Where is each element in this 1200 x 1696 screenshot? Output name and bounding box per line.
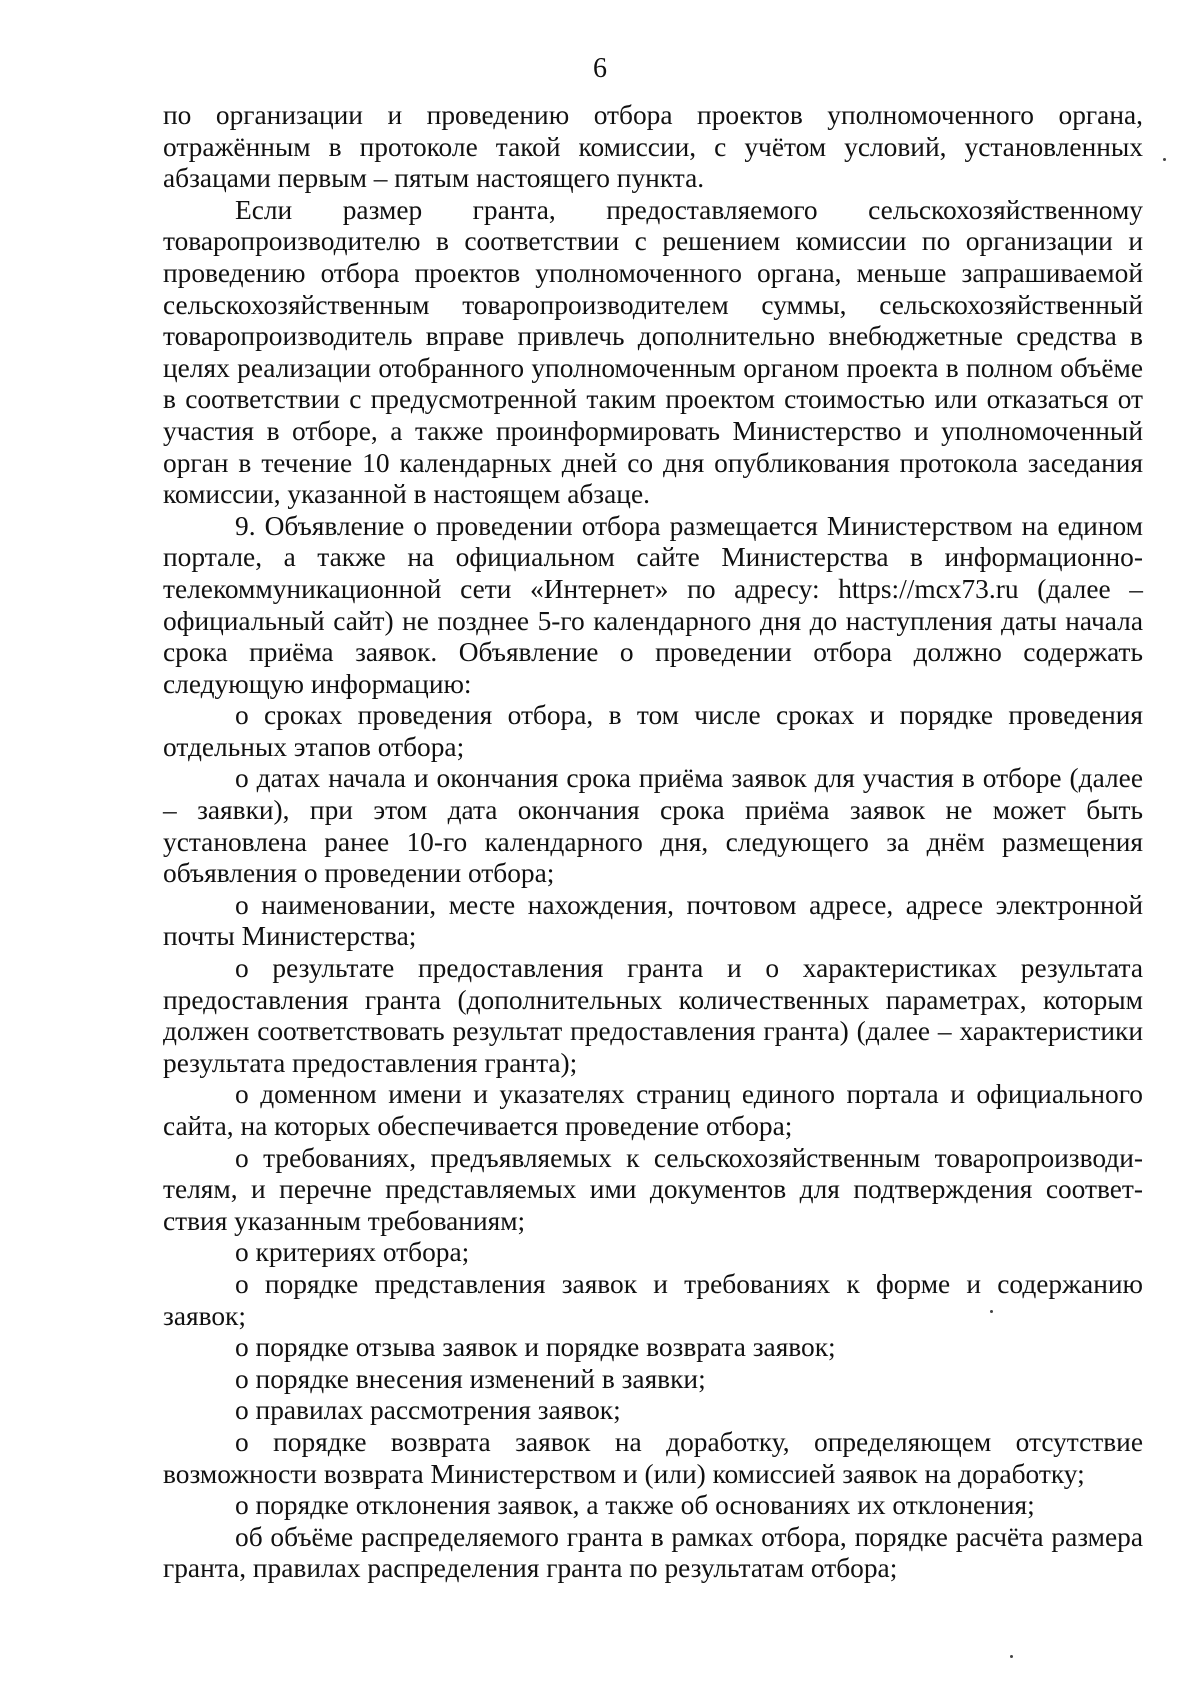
paragraph-continuation: по организации и проведению отбора проектов уполномоченного органа, отражённым в протоколе такой комиссии, с учётом условий, установленных абзацами первым – пятым настоящего пункта. (163, 100, 1143, 194)
list-item-grant-volume: об объёме распределяемого гранта в рамках отбора, порядке расчёта размера гранта, правилах распределения гранта по результатам отбора; (163, 1521, 1143, 1584)
scan-speck (990, 1310, 993, 1313)
document-body (163, 100, 1143, 1585)
list-item-terms: о сроках проведения отбора, в том числе сроках и порядке проведения отдельных этапов отбора; (163, 700, 1143, 762)
list-item-grant-result: о результате предоставления гранта и о характеристиках результата предоставления гранта (дополнительных количественных параметрах, которым должен соответствовать результат предоставления гранта) (далее – характеристики результата предоставления гранта); (163, 953, 1143, 1078)
scan-speck (1010, 1655, 1013, 1658)
list-item-requirements: о требованиях, предъявляемых к сельскохозяйственным товаропроизводи-телям, и перечне представляемых ими документов для подтверждения соответ-ствия указанным требованиям; (163, 1142, 1143, 1236)
list-item-withdrawal: о порядке отзыва заявок и порядке возврата заявок; (235, 1332, 836, 1363)
paragraph-item-9: 9. Объявление о проведении отбора размещается Министерством на едином портале, а также на официальном сайте Министерства в информационно-телекоммуникационной сети «Интернет» по адресу: https://mcx73.ru (далее – официальный сайт) не позднее 5-го календарного дня до наступления даты начала срока приёма заявок. Объявление о проведении отбора должно содержать следующую информацию: (163, 510, 1143, 699)
list-item-ministry-address: о наименовании, месте нахождения, почтовом адресе, адресе электронной почты Министерства; (163, 889, 1143, 952)
paragraph-grant-size: Если размер гранта, предоставляемого сельскохозяйственному товаропроизводителю в соответствии с решением комиссии по организации и проведению отбора проектов уполномоченного органа, меньше запрашиваемой сельскохозяйственным товаропроизводителем суммы, сельскохозяйственный товаропроизводитель вправе привлечь дополнительно внебюджетные средства в целях реализации отобранного уполномоченным органом проекта в полном объёме в соответствии с предусмотренной таким проектом стоимостью или отказаться от участия в отборе, а также проинформировать Министерство и уполномоченный орган в течение 10 календарных дней со дня опубликования протокола заседания комиссии, указанной в настоящем абзаце. (163, 194, 1143, 510)
list-item-changes: о порядке внесения изменений в заявки; (235, 1363, 706, 1394)
scan-speck (1163, 158, 1166, 161)
list-item-submission: о порядке представления заявок и требованиях к форме и содержанию заявок; (163, 1268, 1143, 1331)
list-item-domain-name: о доменном имени и указателях страниц единого портала и официального сайта, на которых обеспечивается проведение отбора; (163, 1079, 1143, 1141)
list-item-criteria: о критериях отбора; (235, 1237, 470, 1268)
list-item-review-rules: о правилах рассмотрения заявок; (235, 1395, 621, 1426)
page-number: 6 (593, 53, 607, 84)
list-item-dates: о датах начала и окончания срока приёма заявок для участия в отборе (далее – заявки), при этом дата окончания срока приёма заявок не может быть установлена ранее 10-го календарного дня, следующего за днём размещения объявления о проведении отбора; (163, 763, 1143, 889)
list-item-return-for-revision: о порядке возврата заявок на доработку, определяющем отсутствие возможности возврата Министерством и (или) комиссией заявок на доработку; (163, 1426, 1143, 1489)
list-item-rejection: о порядке отклонения заявок, а также об основаниях их отклонения; (235, 1490, 1035, 1521)
